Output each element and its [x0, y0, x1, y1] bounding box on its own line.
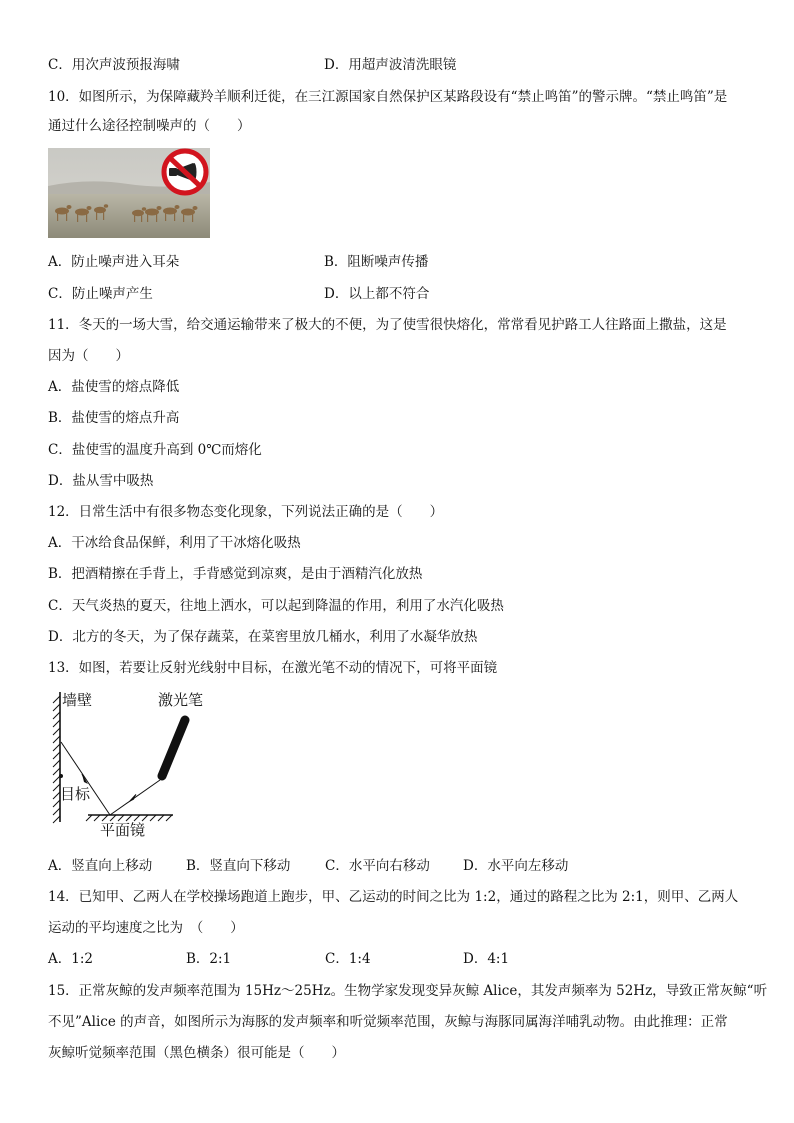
label-target: 目标 — [60, 785, 91, 803]
label-wall: 墙壁 — [62, 691, 93, 709]
q11-stem-line2: 因为（ ） — [48, 348, 129, 364]
q14-option-b: B．2:1 — [186, 951, 232, 967]
q12-option-c: C．天气炎热的夏天，往地上洒水，可以起到降温的作用，利用了水汽化吸热 — [48, 598, 504, 614]
q9-option-c: C．用次声波预报海啸 — [48, 57, 180, 73]
q14-stem-line2: 运动的平均速度之比为 （ ） — [48, 920, 244, 936]
q9-option-d: D．用超声波清洗眼镜 — [324, 57, 457, 73]
antelope-photo — [48, 148, 210, 238]
q12-option-a: A．干冰给食品保鲜，利用了干冰熔化吸热 — [48, 535, 301, 551]
q13-stem-line1: 13．如图，若要让反射光线射中目标，在激光笔不动的情况下，可将平面镜 — [48, 660, 498, 676]
q11-option-a: A．盐使雪的熔点降低 — [48, 379, 180, 395]
q11-stem-line1: 11．冬天的一场大雪，给交通运输带来了极大的不便，为了使雪很快熔化，常常看见护路工人往路面上撒盐，这是 — [48, 317, 727, 333]
q10-option-c: C．防止噪声产生 — [48, 286, 153, 302]
q11-option-d: D．盐从雪中吸热 — [48, 473, 154, 489]
no-horn-icon — [164, 151, 206, 193]
q10-option-a: A．防止噪声进入耳朵 — [48, 254, 180, 270]
q15-stem-line1: 15．正常灰鲸的发声频率范围为 15Hz～25Hz。生物学家发现变异灰鲸 Alice，其发声频率为 52Hz，导致正常灰鲸“听 — [48, 983, 768, 999]
q10-option-d: D．以上都不符合 — [324, 286, 430, 302]
label-mirror: 平面镜 — [100, 821, 146, 839]
q13-option-c: C．水平向右移动 — [325, 858, 430, 874]
q13-option-a: A．竖直向上移动 — [48, 858, 153, 874]
q15-stem-line3: 灰鲸听觉频率范围（黑色横条）很可能是（ ） — [48, 1045, 345, 1061]
q14-option-c: C．1:4 — [325, 951, 371, 967]
q12-stem-line1: 12．日常生活中有很多物态变化现象，下列说法正确的是（ ） — [48, 504, 444, 520]
laser-mirror-diagram — [48, 688, 228, 838]
q13-option-d: D．水平向左移动 — [463, 858, 569, 874]
q10-option-b: B．阻断噪声传播 — [324, 254, 429, 270]
q14-stem-line1: 14．已知甲、乙两人在学校操场跑道上跑步，甲、乙运动的时间之比为 1:2，通过的路程之比为 2:1，则甲、乙两人 — [48, 889, 739, 905]
q11-option-c: C．盐使雪的温度升高到 0℃而熔化 — [48, 442, 262, 458]
q10-stem-line2: 通过什么途径控制噪声的（ ） — [48, 118, 251, 134]
label-laser-pen: 激光笔 — [158, 691, 204, 709]
q12-option-d: D．北方的冬天，为了保存蔬菜，在菜窖里放几桶水，利用了水凝华放热 — [48, 629, 478, 645]
q10-stem-line1: 10．如图所示，为保障藏羚羊顺利迁徙，在三江源国家自然保护区某路段设有“禁止鸣笛”的警示牌。“禁止鸣笛”是 — [48, 89, 728, 105]
q12-option-b: B．把酒精擦在手背上，手背感觉到凉爽，是由于酒精汽化放热 — [48, 566, 423, 582]
q14-option-a: A．1:2 — [48, 951, 93, 967]
q13-option-b: B．竖直向下移动 — [186, 858, 291, 874]
q14-option-d: D．4:1 — [463, 951, 510, 967]
q11-option-b: B．盐使雪的熔点升高 — [48, 410, 180, 426]
q15-stem-line2: 不见”Alice 的声音，如图所示为海豚的发声频率和听觉频率范围，灰鲸与海豚同属海洋哺乳动物。由此推理：正常 — [48, 1014, 728, 1030]
